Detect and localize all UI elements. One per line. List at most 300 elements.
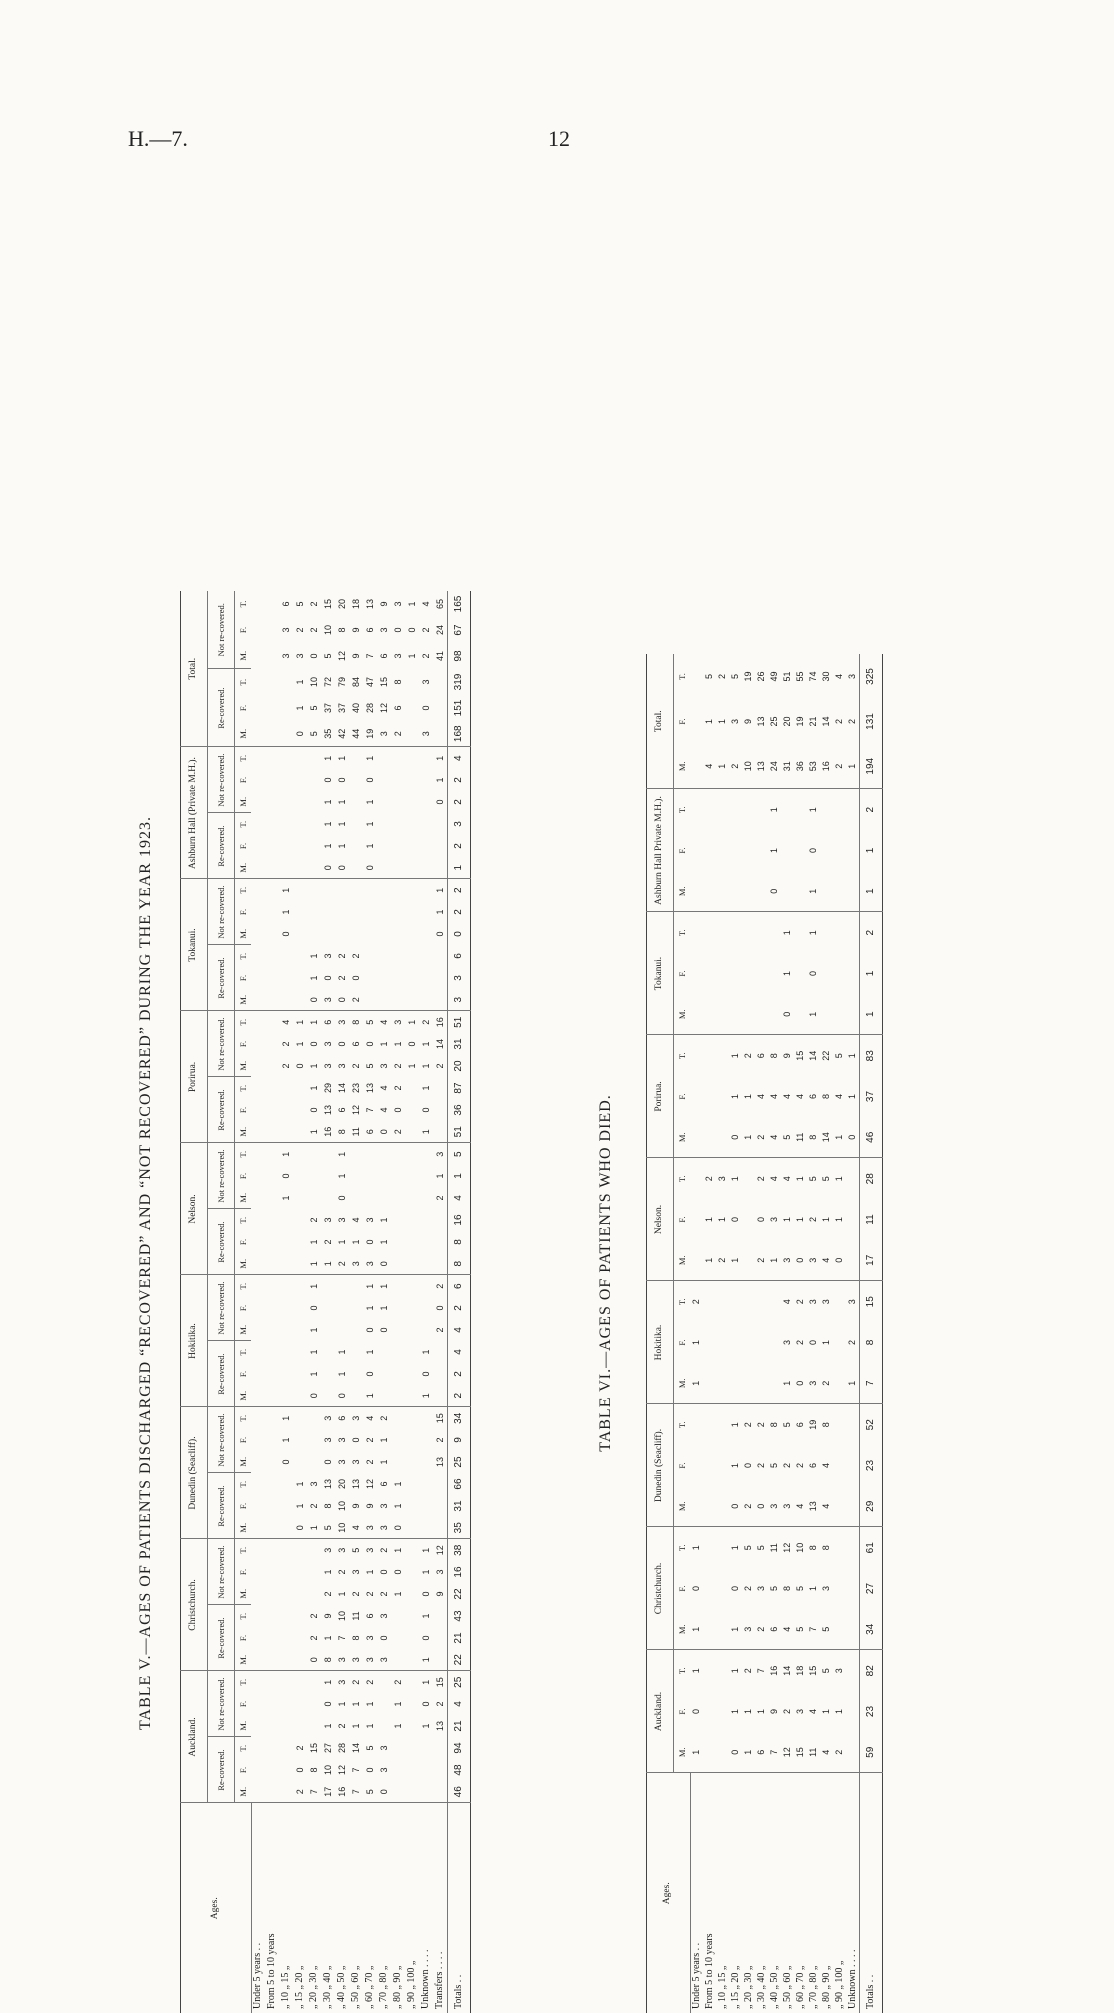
cell-empty <box>293 901 307 923</box>
cell-value: 4 <box>769 1176 780 1182</box>
cell-empty <box>690 1486 703 1527</box>
cell-value: 30 <box>821 671 832 682</box>
cell-value: 3 <box>378 627 389 633</box>
cell-value: 6 <box>378 653 389 659</box>
cell-empty <box>690 1158 703 1199</box>
cell-value: 1 <box>795 1217 806 1223</box>
cell-empty <box>265 1627 279 1649</box>
cell-empty <box>349 879 363 901</box>
total-value: 11 <box>860 1199 883 1240</box>
row-age-label: „ 20 „ 30 „ <box>307 1803 321 2013</box>
cell-value: 2 <box>755 1609 768 1650</box>
cell-empty <box>405 1495 419 1517</box>
table-row <box>279 591 293 2013</box>
cell-value: 4 <box>820 1486 833 1527</box>
row-age-label: Unknown . . . . <box>846 1773 860 2013</box>
table-row <box>419 591 433 2013</box>
total-value: 1 <box>448 857 471 879</box>
cell-value: 31 <box>781 744 794 789</box>
cell-value: 2 <box>782 1709 793 1715</box>
cell-empty <box>293 1077 307 1099</box>
cell-empty <box>419 769 433 791</box>
cell-value: 1 <box>294 1503 305 1509</box>
cell-value: 6 <box>336 1107 347 1113</box>
cell-empty <box>405 1099 419 1121</box>
mft-header: T. <box>237 1678 248 1686</box>
cell-empty <box>293 1231 307 1253</box>
cell-value: 0 <box>434 931 445 937</box>
cell-value: 2 <box>834 719 845 725</box>
cell-value: 35 <box>321 721 335 747</box>
cell-empty <box>391 1363 405 1385</box>
cell-empty <box>279 695 293 721</box>
cell-value: 1 <box>308 1085 319 1091</box>
cell-empty <box>690 654 703 699</box>
cell-value: 1 <box>350 1239 361 1245</box>
cell-value: 3 <box>322 1063 333 1069</box>
cell-value: 2 <box>336 975 347 981</box>
cell-empty <box>794 789 807 830</box>
cell-empty <box>265 1407 279 1429</box>
cell-empty <box>307 813 321 835</box>
cell-empty <box>405 1077 419 1099</box>
cell-value: 1 <box>743 1709 754 1715</box>
cell-value: 6 <box>322 1019 333 1025</box>
institution-header: Porirua. <box>647 1035 674 1158</box>
cell-empty <box>405 1297 419 1319</box>
row-age-label: „ 15 „ 20 „ <box>729 1773 742 2013</box>
cell-value: 0 <box>846 1117 860 1158</box>
cell-value: 0 <box>336 777 347 783</box>
mft-header: T. <box>237 1282 248 1290</box>
cell-value: 6 <box>350 1041 361 1047</box>
total-value: 46 <box>448 1781 471 1803</box>
row-age-label: „ 15 „ 20 „ <box>293 1803 307 2013</box>
cell-empty <box>349 923 363 945</box>
cell-value: 2 <box>378 1415 389 1421</box>
cell-empty <box>293 1671 307 1693</box>
cell-value: 1 <box>378 1041 389 1047</box>
cell-value: 1 <box>308 1019 319 1025</box>
total-value: 36 <box>448 1099 471 1121</box>
cell-empty <box>419 989 433 1011</box>
cell-empty <box>755 912 768 953</box>
institution-header: Hokitika. <box>647 1281 674 1404</box>
cell-empty <box>405 1209 419 1231</box>
cell-empty <box>716 1691 729 1732</box>
cell-empty <box>251 1759 265 1781</box>
cell-value: 1 <box>808 930 819 936</box>
cell-empty <box>293 1561 307 1583</box>
cell-empty <box>251 1649 265 1671</box>
cell-value: 4 <box>820 1240 833 1281</box>
cell-value: 0 <box>350 975 361 981</box>
subheader-not-recovered: Not re-covered. <box>208 1407 235 1473</box>
cell-value: 1 <box>730 1053 741 1059</box>
cell-empty <box>742 994 755 1035</box>
cell-value: 1 <box>807 994 820 1035</box>
cell-value: 16 <box>820 744 833 789</box>
cell-empty <box>405 769 419 791</box>
cell-value: 9 <box>364 1503 375 1509</box>
mft-header: M. <box>235 1055 252 1077</box>
cell-value: 1 <box>420 1085 431 1091</box>
cell-value: 1 <box>691 1340 702 1346</box>
cell-value: 37 <box>336 703 347 714</box>
institution-header: Hokitika. <box>181 1275 208 1407</box>
cell-value: 2 <box>391 721 405 747</box>
cell-empty <box>349 1363 363 1385</box>
cell-empty <box>349 1341 363 1363</box>
cell-empty <box>405 1737 419 1759</box>
cell-empty <box>307 857 321 879</box>
cell-empty <box>349 1297 363 1319</box>
cell-value: 2 <box>434 1063 445 1069</box>
cell-value: 1 <box>280 887 291 893</box>
cell-empty <box>419 1297 433 1319</box>
cell-value: 1 <box>280 1151 291 1157</box>
total-value: 0 <box>448 923 471 945</box>
cell-value: 3 <box>322 1437 333 1443</box>
cell-value: 11 <box>794 1117 807 1158</box>
subheader-recovered: Re-covered. <box>208 1605 235 1671</box>
cell-empty <box>419 1209 433 1231</box>
cell-empty <box>293 1341 307 1363</box>
cell-value: 0 <box>434 799 445 805</box>
cell-value: 1 <box>420 1569 431 1575</box>
total-value: 23 <box>860 1445 883 1486</box>
cell-empty <box>405 1121 419 1143</box>
cell-value: 1 <box>730 1176 741 1182</box>
cell-empty <box>321 1363 335 1385</box>
cell-value: 13 <box>364 599 375 610</box>
cell-value: 3 <box>364 1635 375 1641</box>
total-value: 87 <box>448 1077 471 1099</box>
cell-empty <box>405 791 419 813</box>
row-age-label: „ 20 „ 30 „ <box>742 1773 755 2013</box>
cell-empty <box>419 879 433 901</box>
cell-empty <box>405 967 419 989</box>
cell-value: 84 <box>350 677 361 688</box>
cell-empty <box>307 791 321 813</box>
cell-empty <box>251 747 265 769</box>
ages-header: Ages. <box>647 1773 691 2013</box>
cell-empty <box>293 1297 307 1319</box>
cell-empty <box>405 695 419 721</box>
cell-empty <box>846 1650 860 1691</box>
cell-value: 0 <box>392 1107 403 1113</box>
table-row <box>307 591 321 2013</box>
cell-value: 23 <box>350 1083 361 1094</box>
mft-header: T. <box>237 1084 248 1092</box>
cell-value: 3 <box>781 1240 794 1281</box>
total-value: 2 <box>448 901 471 923</box>
cell-value: 9 <box>769 1709 780 1715</box>
page-header-ref: H.—7. <box>128 126 188 151</box>
cell-value: 19 <box>795 716 806 727</box>
cell-value: 2 <box>280 1041 291 1047</box>
total-value: 67 <box>448 617 471 643</box>
cell-empty <box>703 1363 716 1404</box>
mft-header: F. <box>237 1304 248 1312</box>
cell-value: 1 <box>336 1371 347 1377</box>
row-age-label: „ 50 „ 60 „ <box>781 1773 794 2013</box>
cell-value: 2 <box>434 1195 445 1201</box>
row-age-label: „ 30 „ 40 „ <box>321 1803 335 2013</box>
cell-empty <box>279 1561 293 1583</box>
cell-value: 5 <box>364 1019 375 1025</box>
cell-value: 5 <box>781 1117 794 1158</box>
table-row <box>265 591 279 2013</box>
cell-value: 1 <box>308 1371 319 1377</box>
cell-empty <box>833 1322 846 1363</box>
row-age-label: „ 70 „ 80 „ <box>807 1773 820 2013</box>
cell-value: 2 <box>391 1121 405 1143</box>
cell-value: 1 <box>716 744 729 789</box>
total-value: 38 <box>448 1539 471 1561</box>
cell-value: 10 <box>308 677 319 688</box>
cell-empty <box>279 769 293 791</box>
cell-value: 79 <box>336 677 347 688</box>
cell-empty <box>335 923 349 945</box>
cell-value: 2 <box>833 744 846 789</box>
cell-empty <box>349 1143 363 1165</box>
cell-empty <box>833 830 846 871</box>
cell-empty <box>405 901 419 923</box>
cell-value: 5 <box>769 1586 780 1592</box>
cell-value: 10 <box>336 1501 347 1512</box>
mft-header: F. <box>676 1093 687 1100</box>
total-value: 3 <box>448 989 471 1011</box>
total-value: 1 <box>448 1165 471 1187</box>
mft-header: F. <box>237 908 248 916</box>
cell-empty <box>716 1363 729 1404</box>
total-value: 4 <box>448 1319 471 1341</box>
cell-value: 8 <box>821 1545 832 1551</box>
cell-empty <box>703 1486 716 1527</box>
ages-header: Ages. <box>181 1803 252 2013</box>
cell-empty <box>716 1117 729 1158</box>
cell-value: 1 <box>350 1701 361 1707</box>
cell-value: 13 <box>364 1083 375 1094</box>
cell-value: 1 <box>782 930 793 936</box>
cell-empty <box>377 901 391 923</box>
cell-empty <box>279 1253 293 1275</box>
mft-header: F. <box>237 842 248 850</box>
mft-header: F. <box>237 1634 248 1642</box>
cell-empty <box>279 721 293 747</box>
cell-value: 13 <box>322 1105 333 1116</box>
cell-value: 1 <box>308 953 319 959</box>
total-value: 35 <box>448 1517 471 1539</box>
cell-empty <box>293 967 307 989</box>
cell-empty <box>363 1165 377 1187</box>
cell-value: 1 <box>280 909 291 915</box>
total-value: 16 <box>448 1209 471 1231</box>
cell-value: 2 <box>364 1459 375 1465</box>
cell-value: 3 <box>363 1253 377 1275</box>
cell-value: 13 <box>350 1479 361 1490</box>
cell-empty <box>307 1187 321 1209</box>
table-row <box>820 654 833 2013</box>
cell-value: 1 <box>322 821 333 827</box>
cell-value: 4 <box>782 1176 793 1182</box>
cell-value: 1 <box>834 1709 845 1715</box>
cell-value: 3 <box>782 1340 793 1346</box>
mft-header: F. <box>237 1766 248 1774</box>
cell-value: 53 <box>807 744 820 789</box>
cell-empty <box>279 1605 293 1627</box>
cell-empty <box>794 912 807 953</box>
cell-value: 3 <box>717 1176 728 1182</box>
cell-empty <box>279 1517 293 1539</box>
cell-value: 3 <box>336 1547 347 1553</box>
cell-empty <box>405 721 419 747</box>
total-value: 59 <box>860 1732 883 1773</box>
mft-header: T. <box>676 1544 687 1552</box>
cell-empty <box>391 1627 405 1649</box>
cell-value: 2 <box>743 1586 754 1592</box>
cell-value: 6 <box>808 1094 819 1100</box>
cell-empty <box>391 1385 405 1407</box>
cell-empty <box>794 871 807 912</box>
table-row <box>321 591 335 2013</box>
cell-empty <box>690 994 703 1035</box>
cell-value: 1 <box>821 1217 832 1223</box>
cell-empty <box>768 1363 781 1404</box>
cell-value: 0 <box>336 1195 347 1201</box>
cell-value: 3 <box>377 1517 391 1539</box>
cell-value: 1 <box>808 1586 819 1592</box>
cell-value: 5 <box>364 1063 375 1069</box>
cell-value: 4 <box>378 1107 389 1113</box>
cell-empty <box>391 769 405 791</box>
cell-value: 0 <box>756 1217 767 1223</box>
cell-value: 4 <box>349 1517 363 1539</box>
cell-empty <box>690 1035 703 1076</box>
cell-empty <box>405 1407 419 1429</box>
cell-value: 24 <box>434 625 445 636</box>
cell-value: 5 <box>820 1609 833 1650</box>
cell-value: 0 <box>364 777 375 783</box>
cell-value: 1 <box>807 871 820 912</box>
cell-empty <box>690 1076 703 1117</box>
cell-empty <box>768 994 781 1035</box>
cell-value: 19 <box>743 671 754 682</box>
cell-empty <box>729 912 742 953</box>
cell-value: 3 <box>294 653 305 659</box>
cell-value: 11 <box>349 1121 363 1143</box>
cell-empty <box>251 1517 265 1539</box>
cell-empty <box>293 1429 307 1451</box>
row-age-label: Unknown . . . . <box>419 1803 433 2013</box>
cell-empty <box>251 1363 265 1385</box>
cell-value: 4 <box>820 1732 833 1773</box>
total-value: 131 <box>860 699 883 744</box>
cell-value: 12 <box>336 1765 347 1776</box>
cell-empty <box>293 923 307 945</box>
cell-value: 3 <box>336 1063 347 1069</box>
cell-empty <box>363 945 377 967</box>
cell-value: 1 <box>322 799 333 805</box>
cell-value: 0 <box>308 1107 319 1113</box>
cell-value: 8 <box>808 1545 819 1551</box>
cell-empty <box>279 857 293 879</box>
cell-value: 3 <box>336 1437 347 1443</box>
cell-empty <box>251 1385 265 1407</box>
cell-empty <box>433 945 448 967</box>
mft-header: M. <box>235 857 252 879</box>
cell-value: 1 <box>378 1459 389 1465</box>
cell-value: 3 <box>756 1586 767 1592</box>
cell-value: 2 <box>308 1613 319 1619</box>
cell-value: 5 <box>307 721 321 747</box>
cell-empty <box>265 1143 279 1165</box>
cell-empty <box>349 835 363 857</box>
cell-value: 2 <box>756 1176 767 1182</box>
institution-header: Christchurch. <box>181 1539 208 1671</box>
totals-label: Totals . . <box>860 1773 883 2013</box>
cell-value: 1 <box>294 1481 305 1487</box>
cell-value: 3 <box>807 1363 820 1404</box>
cell-value: 2 <box>420 653 431 659</box>
cell-value: 0 <box>308 653 319 659</box>
cell-empty <box>755 871 768 912</box>
cell-value: 3 <box>392 601 403 607</box>
cell-value: 3 <box>392 1019 403 1025</box>
cell-value: 15 <box>434 1413 445 1424</box>
cell-empty <box>335 1297 349 1319</box>
mft-header: M. <box>674 994 691 1035</box>
cell-value: 14 <box>350 1743 361 1754</box>
cell-empty <box>742 953 755 994</box>
table-vi <box>646 654 883 2013</box>
cell-empty <box>265 1253 279 1275</box>
cell-value: 1 <box>834 1217 845 1223</box>
cell-value: 1 <box>434 755 445 761</box>
cell-empty <box>419 1319 433 1341</box>
cell-empty <box>391 1407 405 1429</box>
table-row <box>755 654 768 2013</box>
cell-value: 4 <box>364 1415 375 1421</box>
mft-header: F. <box>676 1462 687 1469</box>
cell-value: 2 <box>349 989 363 1011</box>
total-value: 168 <box>448 721 471 747</box>
cell-value: 2 <box>293 1781 307 1803</box>
cell-empty <box>265 1341 279 1363</box>
total-value: 2 <box>448 835 471 857</box>
cell-empty <box>251 1473 265 1495</box>
cell-empty <box>742 912 755 953</box>
cell-empty <box>433 1517 448 1539</box>
cell-empty <box>251 989 265 1011</box>
cell-value: 8 <box>782 1586 793 1592</box>
mft-header: F. <box>237 974 248 982</box>
cell-value: 5 <box>756 1545 767 1551</box>
cell-value: 1 <box>336 799 347 805</box>
total-value: 46 <box>860 1117 883 1158</box>
cell-value: 0 <box>392 627 403 633</box>
cell-empty <box>251 1715 265 1737</box>
cell-empty <box>265 1649 279 1671</box>
cell-value: 1 <box>321 1253 335 1275</box>
cell-empty <box>391 1187 405 1209</box>
cell-value: 5 <box>321 1517 335 1539</box>
cell-empty <box>251 1495 265 1517</box>
cell-empty <box>279 813 293 835</box>
cell-value: 6 <box>755 1732 768 1773</box>
cell-empty <box>293 1385 307 1407</box>
